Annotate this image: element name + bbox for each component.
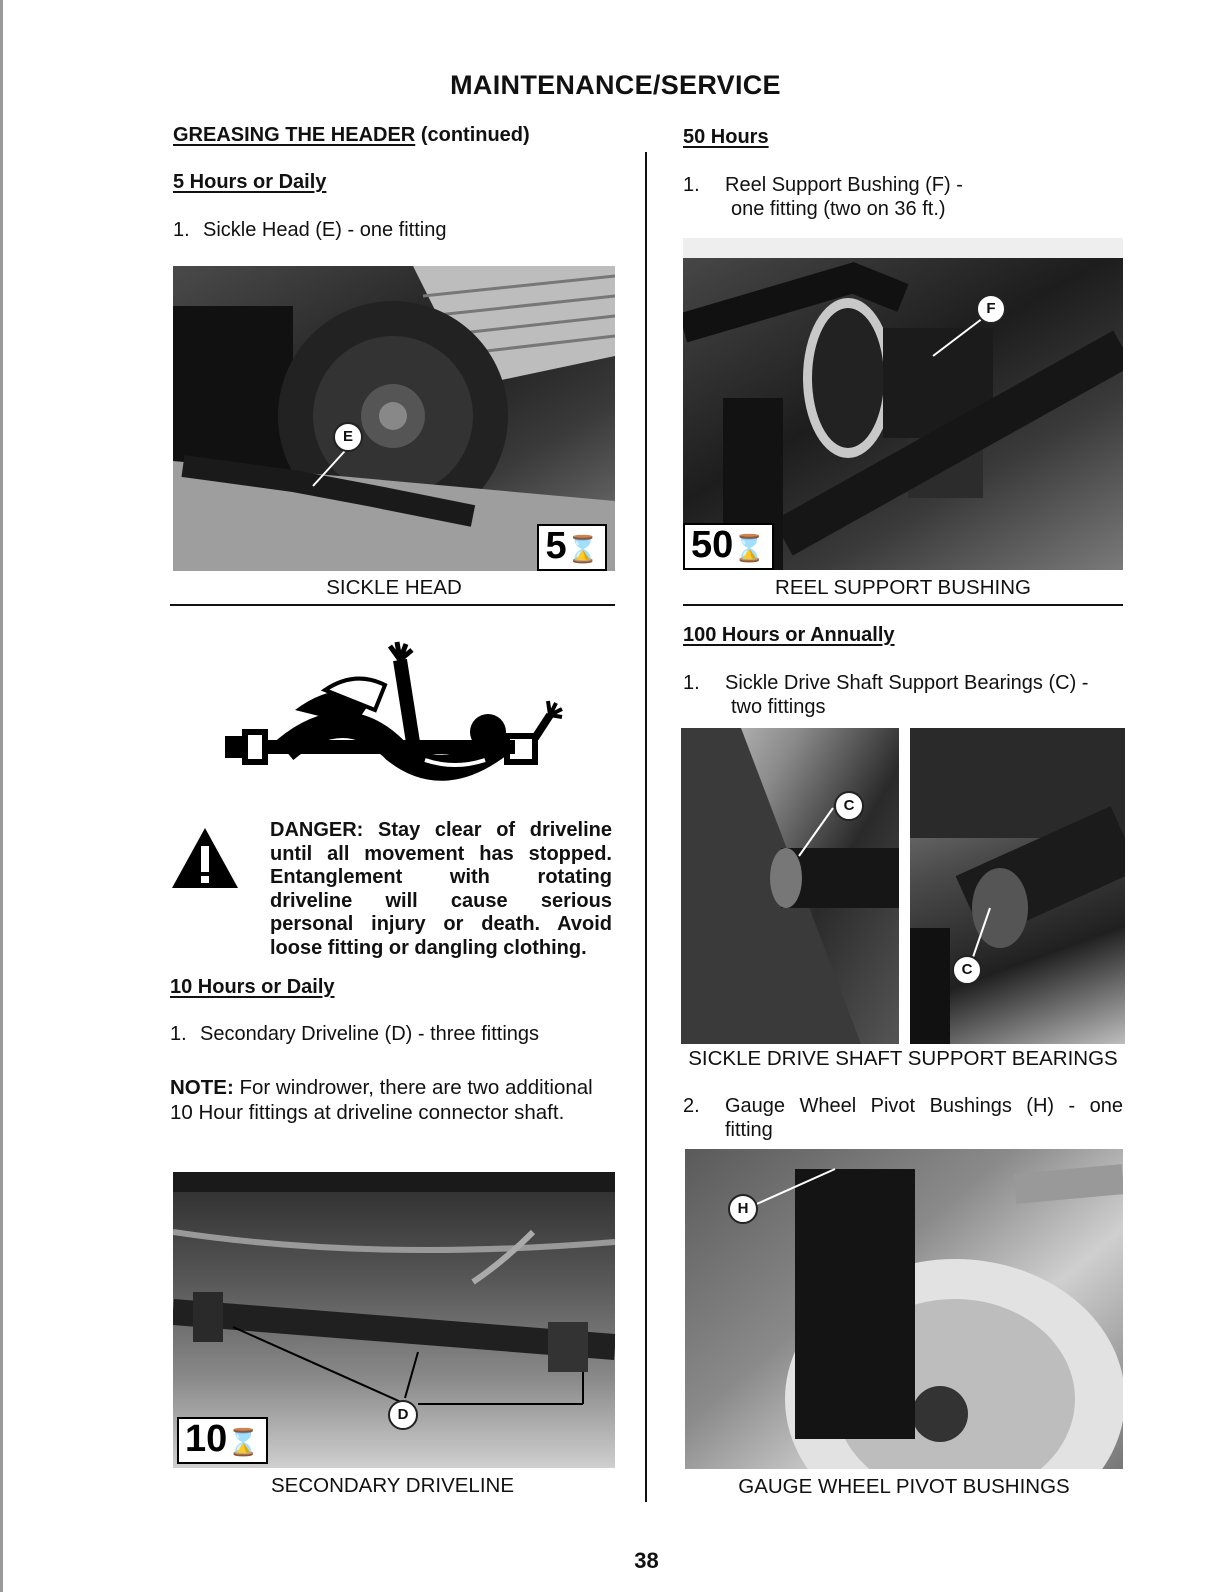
- bearing-right-illustration: [910, 728, 1125, 1044]
- hundred-hours-heading: [683, 624, 895, 647]
- warning-triangle-icon: [170, 826, 240, 890]
- callout-c-upper: C: [834, 791, 864, 821]
- step-text-line2: two fittings: [731, 696, 826, 718]
- hourglass-icon: ⌛: [227, 1427, 260, 1457]
- step-text-line2: fitting: [725, 1119, 773, 1141]
- caption-sickle-head: SICKLE HEAD: [326, 576, 462, 599]
- page-number: 38: [634, 1548, 659, 1573]
- ten-hours-heading-text: 10 Hours or Daily: [170, 976, 335, 998]
- callout-h: H: [728, 1194, 758, 1224]
- danger-message: DANGER: Stay clear of driveline until all movement has stopped. Entanglement with rotating driveline will cause serious personal injury or death. Avoid loose fitting or dangling clothing.: [270, 819, 612, 959]
- hourglass-icon: ⌛: [733, 533, 766, 563]
- section-heading: [173, 124, 530, 147]
- scan-edge: [0, 0, 3, 1592]
- hundred-hours-step-2: [683, 1094, 1123, 1144]
- section-heading-suffix: (continued): [420, 124, 530, 146]
- sickle-head-photo: [173, 266, 615, 571]
- bearing-photo-left: [681, 728, 899, 1044]
- note-label: NOTE:: [170, 1076, 234, 1099]
- bearing-photo-right: [910, 728, 1125, 1044]
- step-text-line2: one fitting (two on 36 ft.): [731, 198, 946, 220]
- reel-support-bushing-photo: [683, 238, 1123, 570]
- callout-e: E: [333, 422, 363, 452]
- caption-rule: [170, 604, 615, 606]
- step-number: 1.: [683, 672, 700, 694]
- step-text-line1: Reel Support Bushing (F) -: [725, 174, 963, 196]
- caption-rule: [683, 604, 1123, 606]
- caption-sickle-drive-shaft: SICKLE DRIVE SHAFT SUPPORT BEARINGS: [688, 1047, 1118, 1070]
- bearing-left-illustration: [681, 728, 899, 1044]
- fifty-hours-heading: [683, 126, 769, 149]
- step-number: 1.: [170, 1023, 187, 1045]
- hourglass-icon: ⌛: [566, 534, 599, 564]
- note-text: For windrower, there are two additional 10 Hour fittings at driveline connector shaft.: [170, 1076, 593, 1124]
- step-number: 2.: [683, 1095, 700, 1117]
- gauge-wheel-photo: [685, 1149, 1123, 1469]
- section-heading-text: GREASING THE HEADER: [173, 124, 416, 146]
- step-text: Sickle Head (E) - one fitting: [203, 219, 447, 241]
- badge-10: 10: [185, 1418, 228, 1460]
- entanglement-hazard-icon: [225, 640, 580, 795]
- five-hours-heading: [173, 171, 326, 194]
- fifty-hours-step: [683, 173, 1123, 223]
- ten-hours-heading: [170, 976, 335, 999]
- badge-5: 5: [545, 525, 567, 567]
- hundred-hours-heading-text: 100 Hours or Annually: [683, 624, 895, 646]
- step-text: Secondary Driveline (D) - three fittings: [200, 1023, 540, 1045]
- windrower-note: [170, 1075, 615, 1125]
- caption-reel-support-bushing: REEL SUPPORT BUSHING: [775, 576, 1031, 599]
- hour-meter-icon: [537, 524, 607, 571]
- caption-gauge-wheel: GAUGE WHEEL PIVOT BUSHINGS: [738, 1475, 1070, 1498]
- step-number: 1.: [683, 174, 700, 196]
- hour-meter-icon: [177, 1417, 268, 1464]
- step-number: 1.: [173, 219, 190, 241]
- step-text-line1: Gauge Wheel Pivot Bushings (H) - one: [725, 1095, 1123, 1117]
- callout-d: D: [388, 1400, 418, 1430]
- callout-f: F: [976, 294, 1006, 324]
- badge-50: 50: [691, 524, 734, 566]
- reel-support-illustration: [683, 238, 1123, 570]
- page-title: MAINTENANCE/SERVICE: [450, 70, 781, 100]
- column-divider: [645, 152, 647, 1502]
- caption-secondary-driveline: SECONDARY DRIVELINE: [270, 1474, 515, 1497]
- ten-hours-step: [170, 1022, 615, 1048]
- callout-c-lower: C: [952, 955, 982, 985]
- step-text-line1: Sickle Drive Shaft Support Bearings (C) -: [725, 672, 1089, 694]
- hundred-hours-step-1: [683, 671, 1123, 721]
- fifty-hours-heading-text: 50 Hours: [683, 126, 769, 148]
- hour-meter-icon: [683, 523, 774, 570]
- five-hours-heading-text: 5 Hours or Daily: [173, 171, 327, 193]
- five-hours-step: [173, 218, 613, 244]
- secondary-driveline-photo: [173, 1172, 615, 1468]
